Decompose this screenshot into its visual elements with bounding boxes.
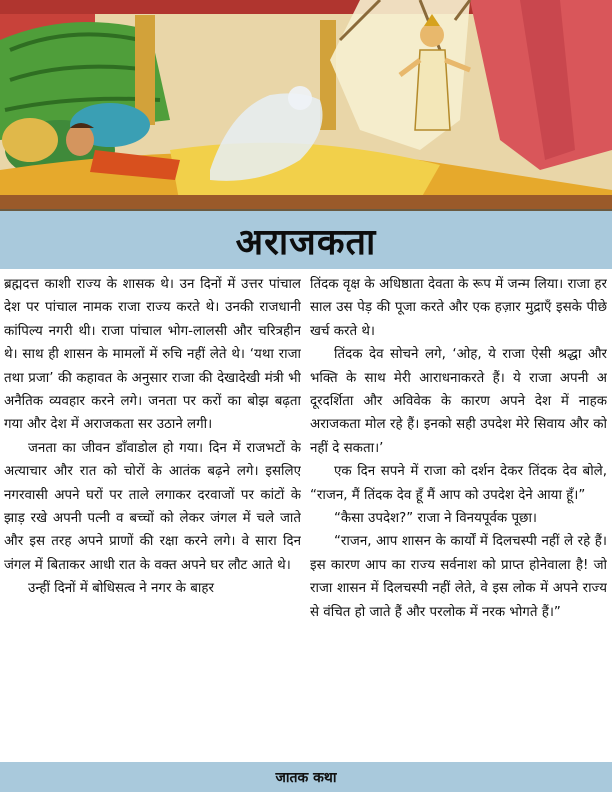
paragraph: “राजन, आप शासन के कार्यों में दिलचस्पी नहीं ले रहे हैं। इस कारण आप का राज्य सर्वनाश को प्राप्त होनेवाला है! जो राजा शासन में दिलचस्पी नहीं लेते, वे इस लोक में अपने राज्य से वंचित हो जाते हैं और परलोक में नरक भोगते हैं।” bbox=[310, 534, 607, 620]
paragraph: उन्हीं दिनों में बोधिसत्व ने नगर के बाहर bbox=[28, 581, 214, 597]
paragraph: तिंदक वृक्ष के अधिष्ठाता देवता के रूप में जन्म लिया। राजा हर साल उस पेड़ की पूजा करते और एक हज़ार मुद्राएँ इसके पीछे खर्च करते थे। bbox=[310, 277, 607, 339]
left-column bbox=[4, 273, 301, 745]
paragraph: एक दिन सपने में राजा को दर्शन देकर तिंदक देव बोले, “राजन, मैं तिंदक देव हूँ मैं आप को उपदेश देने आया हूँ।” bbox=[310, 464, 607, 503]
story-illustration bbox=[0, 0, 612, 211]
series-label: जातक कथा bbox=[275, 769, 337, 786]
paragraph: जनता का जीवन डाँवाडोल हो गया। दिन में राजभटों के अत्याचार और रात को चोरों के आतंक बढ़ने लगे। इसलिए नगरवासी अपने घरों पर ताले लगाकर दरवाजों पर कांटों के झाड़ रखे अपनी पत्नी व बच्चों को लेकर जंगल में चले जाते और इस तरह अपने प्राणों की रक्षा करने लगे। वे सारा दिन जंगल में बिताकर आधी रात के वक्त अपने घर लौट आते थे। bbox=[4, 440, 301, 573]
paragraph: ब्रह्मदत्त काशी राज्य के शासक थे। उन दिनों में उत्तर पांचाल देश पर पांचाल नामक राजा राज्य करते थे। उनकी राजधानी कांपिल्य नगरी थी। राजा पांचाल भोग-लालसी और चरित्रहीन थे। साथ ही शासन के मामलों में रुचि नहीं लेते थे। ‘यथा राजा तथा प्रजा’ की कहावत के अनुसार राजा की देखादेखी मंत्री भी अनैतिक व्यवहार करने लगे। जनता पर करों का बोझ बढ़ता गया और देश में अराजकता सर उठाने लगी। bbox=[4, 277, 301, 433]
story-title: अराजकता bbox=[235, 221, 377, 263]
paragraph: तिंदक देव सोचने लगे, ‘ओह, ये राजा ऐसी श्रद्धा और भक्ति के साथ मेरी आराधनाकरते हैं। ये राजा अपनी अ दूरदर्शिता और अविवेक के कारण अपने देश में नाहक अराजकता मोल रहे हैं। इनको सही उपदेश मेरे सिवाय और को नहीं दे सकता।’ bbox=[310, 347, 607, 456]
paragraph: “कैसा उपदेश?” राजा ने विनयपूर्वक पूछा। bbox=[334, 511, 537, 527]
title-banner bbox=[0, 211, 612, 269]
footer-banner bbox=[0, 762, 612, 792]
right-column bbox=[310, 273, 607, 745]
